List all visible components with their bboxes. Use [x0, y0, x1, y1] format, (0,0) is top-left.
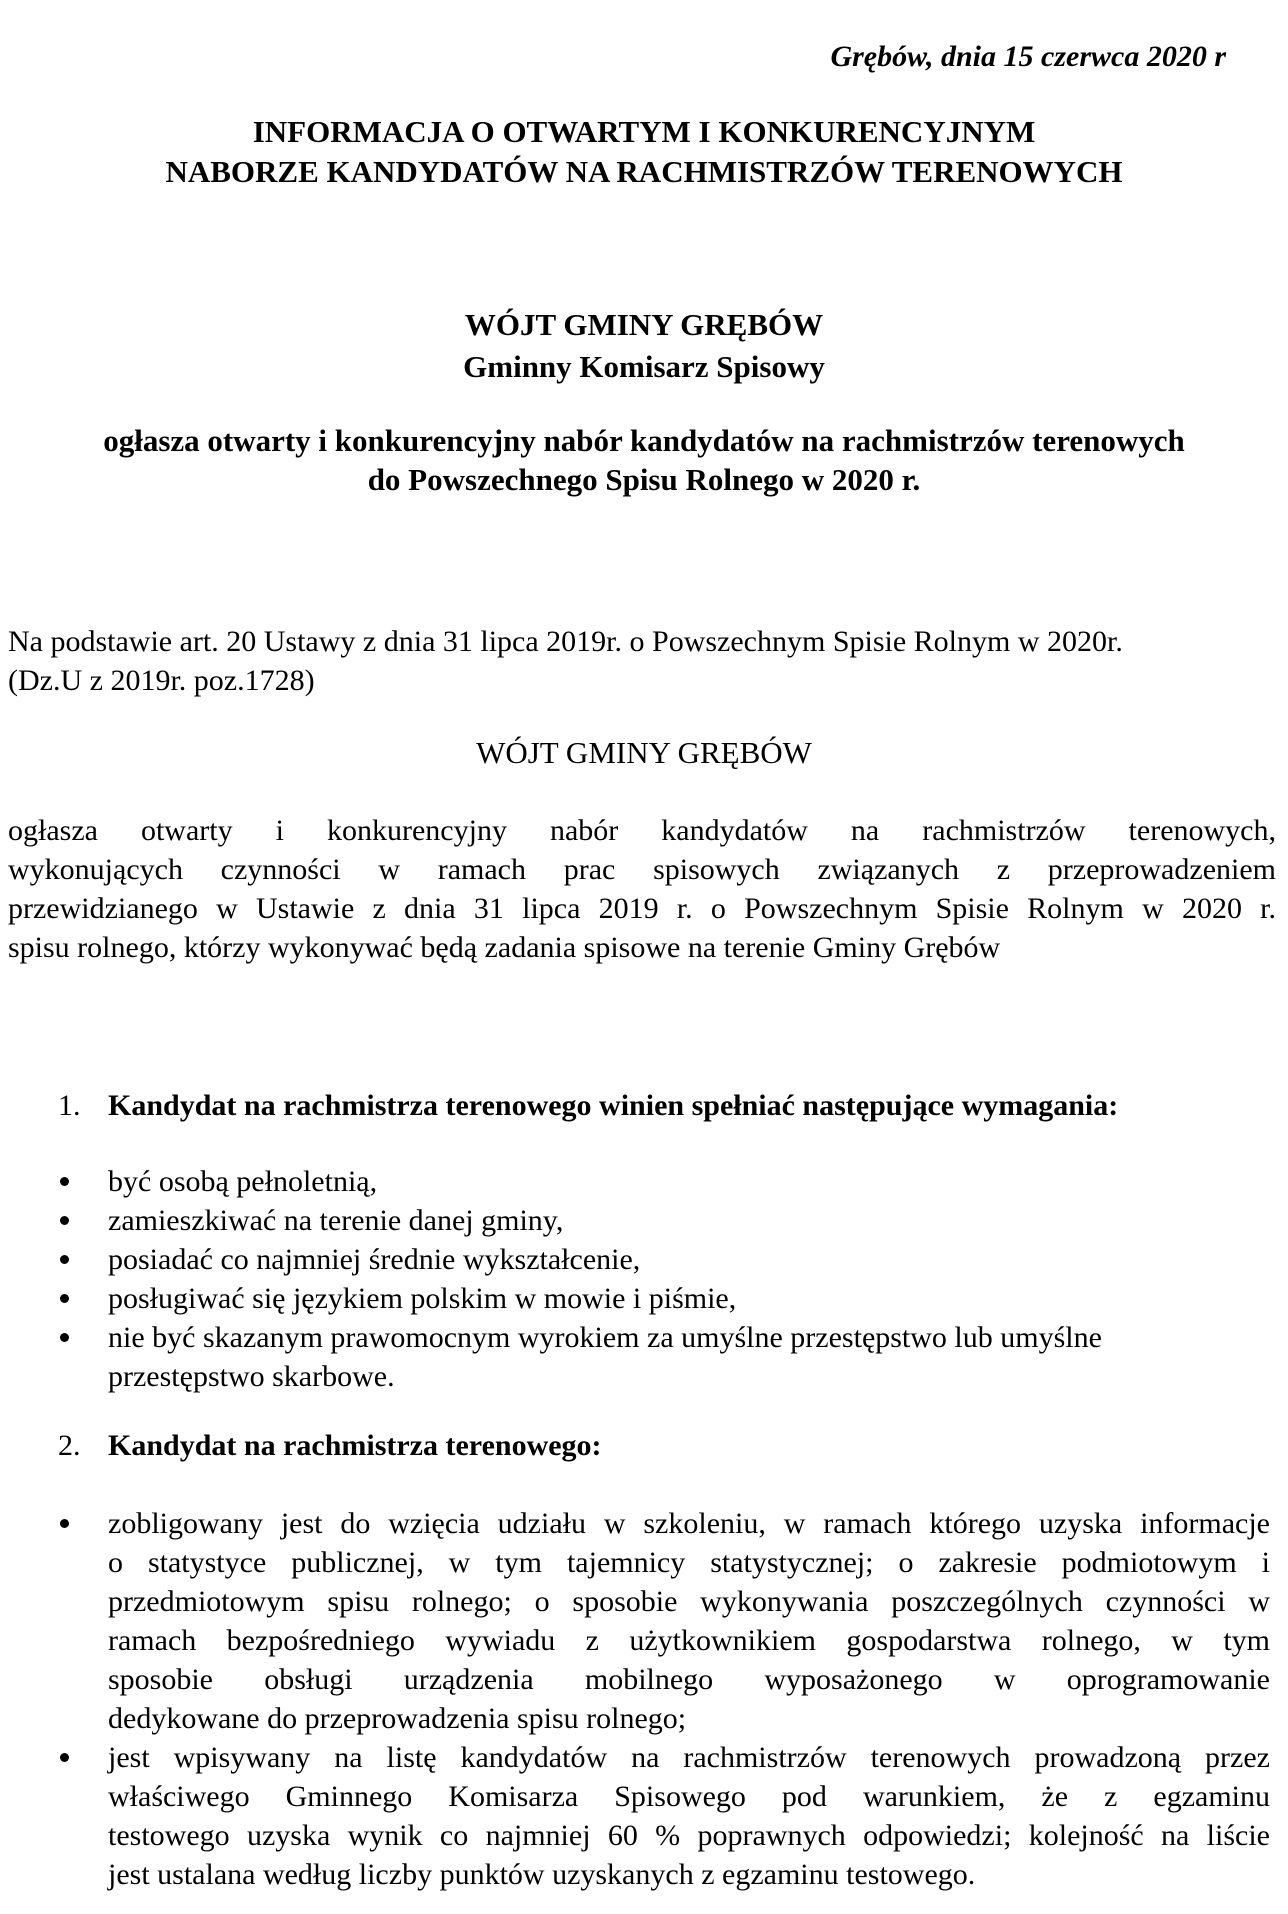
bullet-icon	[60, 1333, 69, 1342]
list-item-text: właściwego Gminnego Komisarza Spisowego pod warunkiem, że z egzaminu	[108, 1780, 1270, 1813]
section-title: Kandydat na rachmistrza terenowego:	[108, 1429, 602, 1462]
list-item-text: ramach bezpośredniego wywiadu z użytkownikiem gospodarstwa rolnego, w tym	[108, 1624, 1270, 1657]
list-item-text: o statystyce publicznej, w tym tajemnicy statystycznej; o zakresie podmiotowym i	[108, 1546, 1270, 1579]
bullet-icon	[60, 1753, 69, 1762]
bullet-icon	[60, 1177, 69, 1186]
list-item-text: zamieszkiwać na terenie danej gminy,	[108, 1204, 564, 1237]
main-paragraph-line: spisu rolnego, którzy wykonywać będą zadania spisowe na terenie Gminy Grębów	[8, 931, 1001, 964]
main-paragraph-line: ogłasza otwarty i konkurencyjny nabór kandydatów na rachmistrzów terenowych,	[8, 814, 1276, 847]
list-item-text: jest ustalana według liczby punktów uzyskanych z egzaminu testowego.	[108, 1858, 976, 1891]
section-number: 2.	[58, 1429, 81, 1462]
list-item-text: jest wpisywany na listę kandydatów na rachmistrzów terenowych prowadzoną przez	[108, 1741, 1270, 1774]
section-2-heading	[58, 1426, 602, 1465]
announcement-line-1: ogłasza otwarty i konkurencyjny nabór kandydatów na rachmistrzów terenowych	[103, 423, 1185, 458]
bullet-icon	[60, 1519, 69, 1528]
authority-name: WÓJT GMINY GRĘBÓW	[464, 307, 824, 342]
legal-basis-line-1: Na podstawie art. 20 Ustawy z dnia 31 lipca 2019r. o Powszechnym Spisie Rolnym w 2020r.	[8, 625, 1123, 658]
list-item	[0, 1279, 1270, 1318]
list-item-text: posiadać co najmniej średnie wykształcenie,	[108, 1243, 641, 1276]
list-item	[0, 1318, 1270, 1396]
list-item-text: posługiwać się językiem polskim w mowie i piśmie,	[108, 1282, 737, 1315]
bullet-icon	[60, 1216, 69, 1225]
list-item-text: przestępstwo skarbowe.	[108, 1360, 395, 1393]
list-item	[0, 1504, 1270, 1738]
bullet-icon	[60, 1255, 69, 1264]
bullet-icon	[60, 1294, 69, 1303]
list-item	[0, 1738, 1270, 1894]
section-title: Kandydat na rachmistrza terenowego winien spełniać następujące wymagania:	[108, 1089, 1119, 1122]
section-number: 1.	[58, 1089, 81, 1122]
main-paragraph-line: przewidzianego w Ustawie z dnia 31 lipca 2019 r. o Powszechnym Spisie Rolnym w 2020 r.	[8, 892, 1276, 925]
main-paragraph	[8, 811, 1276, 967]
main-paragraph-line: wykonujących czynności w ramach prac spisowych związanych z przeprowadzeniem	[8, 853, 1276, 886]
list-item-text: dedykowane do przeprowadzenia spisu rolnego;	[108, 1702, 687, 1735]
authority-name-repeat: WÓJT GMINY GRĘBÓW	[476, 735, 812, 770]
list-item-text: być osobą pełnoletnią,	[108, 1165, 378, 1198]
authority-role: Gminny Komisarz Spisowy	[463, 349, 825, 384]
document-title-line-2: NABORZE KANDYDATÓW NA RACHMISTRZÓW TERENOWYCH	[165, 154, 1123, 189]
legal-basis-line-2: (Dz.U z 2019r. poz.1728)	[8, 664, 315, 697]
requirements-list	[0, 1162, 1288, 1396]
list-item	[0, 1162, 1270, 1201]
document-date: Grębów, dnia 15 czerwca 2020 r	[830, 40, 1226, 73]
section-1-heading	[58, 1086, 1118, 1125]
candidate-obligations-list	[0, 1504, 1288, 1894]
list-item-text: sposobie obsługi urządzenia mobilnego wyposażonego w oprogramowanie	[108, 1663, 1270, 1696]
announcement-line-2: do Powszechnego Spisu Rolnego w 2020 r.	[367, 462, 921, 497]
list-item-text: zobligowany jest do wzięcia udziału w szkoleniu, w ramach którego uzyska informacje	[108, 1507, 1270, 1540]
list-item-text: nie być skazanym prawomocnym wyrokiem za umyślne przestępstwo lub umyślne	[108, 1321, 1102, 1354]
list-item-text: testowego uzyska wynik co najmniej 60 % poprawnych odpowiedzi; kolejność na liście	[108, 1819, 1270, 1852]
list-item	[0, 1240, 1270, 1279]
list-item-text: przedmiotowym spisu rolnego; o sposobie wykonywania poszczególnych czynności w	[108, 1585, 1270, 1618]
document-title-line-1: INFORMACJA O OTWARTYM I KONKURENCYJNYM	[252, 114, 1036, 149]
legal-basis	[8, 622, 1278, 700]
list-item	[0, 1201, 1270, 1240]
